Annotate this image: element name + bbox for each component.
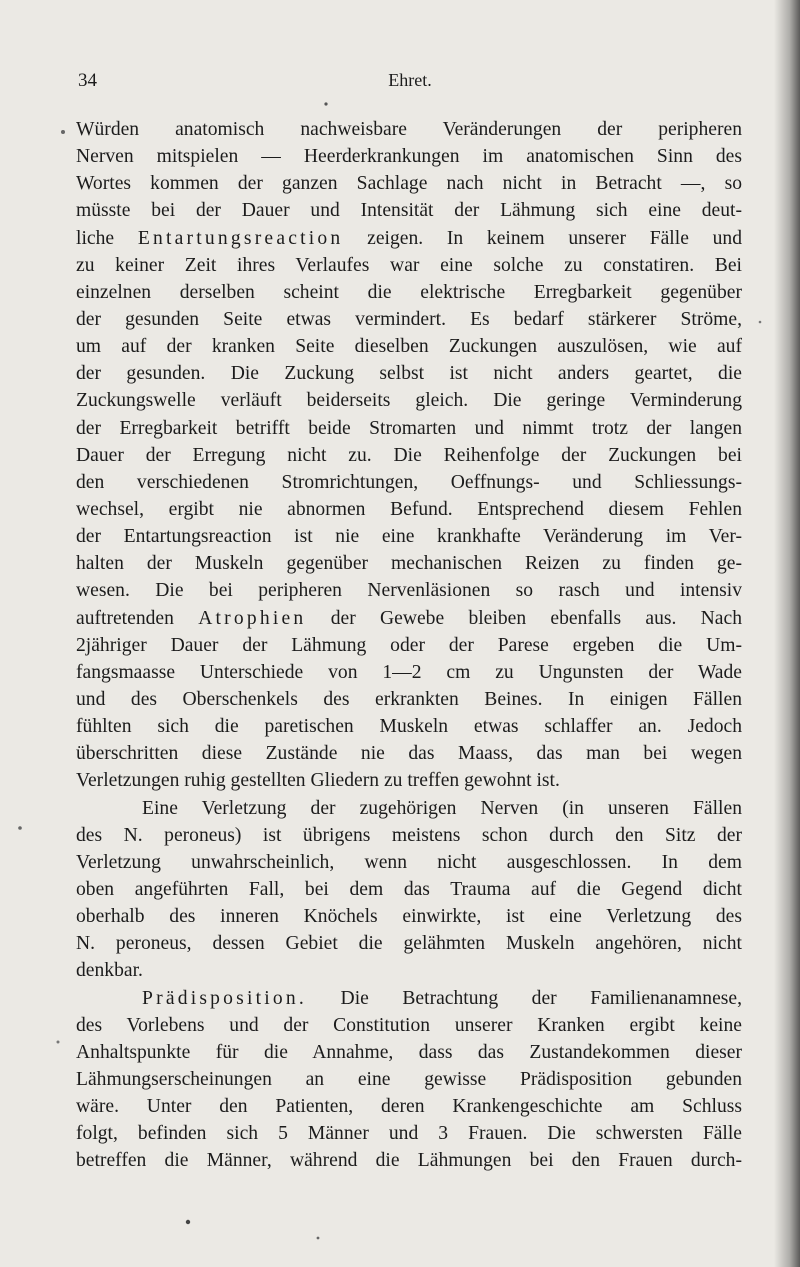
- speck: [57, 1041, 60, 1044]
- text-line: halten der Muskeln gegenüber mechanischen Reizen zu finden ge-: [76, 553, 742, 575]
- text-segment: zeigen. In keinem unserer Fälle und: [343, 227, 742, 249]
- text-line: des N. peroneus) ist übrigens meistens schon durch den Sitz der: [76, 824, 742, 846]
- text-line: oberhalb des inneren Knöchels einwirkte, ist eine Verletzung des: [76, 906, 742, 928]
- text-line: der gesunden. Die Zuckung selbst ist nicht anders geartet, die: [76, 363, 742, 385]
- text-line: Verletzung unwahrscheinlich, wenn nicht ausgeschlossen. In dem: [76, 851, 742, 873]
- spaced-emphasis: Entartungsreaction: [137, 227, 344, 249]
- spaced-emphasis: Atrophien: [198, 607, 307, 629]
- spaced-emphasis: Prädisposition.: [142, 987, 308, 1009]
- text-line: [76, 985, 742, 1012]
- text-line: wesen. Die bei peripheren Nervenläsionen so rasch und intensiv: [76, 580, 742, 602]
- text-line: fangsmaasse Unterschiede von 1—2 cm zu Ungunsten der Wade: [76, 661, 742, 683]
- speck: [186, 1220, 190, 1224]
- paragraph: [76, 795, 742, 985]
- text-line: folgt, befinden sich 5 Männer und 3 Frauen. Die schwersten Fälle: [76, 1123, 742, 1145]
- text-line: Nerven mitspielen — Heerderkrankungen im anatomischen Sinn des: [76, 146, 742, 168]
- text-line: überschritten diese Zustände nie das Maass, das man bei wegen: [76, 743, 742, 765]
- text-line: müsste bei der Dauer und Intensität der Lähmung sich eine deut-: [76, 200, 742, 222]
- text-line: und des Oberschenkels des erkrankten Beines. In einigen Fällen: [76, 688, 742, 710]
- text-line: Wortes kommen der ganzen Sachlage nach nicht in Betracht —, so: [76, 173, 742, 195]
- text-line: einzelnen derselben scheint die elektrische Erregbarkeit gegenüber: [76, 281, 742, 303]
- speck: [317, 1237, 320, 1240]
- text-line: Würden anatomisch nachweisbare Veränderungen der peripheren: [76, 119, 742, 140]
- text-line: Eine Verletzung der zugehörigen Nerven (in unseren Fällen: [142, 797, 742, 819]
- speck: [61, 130, 65, 134]
- paragraph: [76, 116, 742, 795]
- text-line: Verletzungen ruhig gestellten Gliedern zu treffen gewohnt ist.: [76, 770, 560, 792]
- text-line: oben angeführten Fall, bei dem das Trauma auf die Gegend dicht: [76, 878, 742, 900]
- speck: [18, 826, 22, 830]
- body-text: [76, 116, 742, 1174]
- speck: [759, 321, 762, 324]
- running-head: Ehret.: [388, 70, 432, 90]
- text-line: Dauer der Erregung nicht zu. Die Reihenfolge der Zuckungen bei: [76, 444, 742, 466]
- page-number: 34: [78, 70, 97, 91]
- paragraph: [76, 985, 742, 1175]
- text-line: Lähmungserscheinungen an eine gewisse Prädisposition gebunden: [76, 1068, 742, 1090]
- text-line: wechsel, ergibt nie abnormen Befund. Entsprechend diesem Fehlen: [76, 498, 742, 520]
- text-segment: der Gewebe bleiben ebenfalls aus. Nach: [306, 607, 742, 629]
- text-line: 2jähriger Dauer der Lähmung oder der Parese ergeben die Um-: [76, 634, 742, 656]
- text-line: zu keiner Zeit ihres Verlaufes war eine solche zu constatiren. Bei: [76, 254, 742, 276]
- text-line: [76, 225, 742, 252]
- text-line: den verschiedenen Stromrichtungen, Oeffnungs- und Schliessungs-: [76, 471, 742, 493]
- page-edge-shadow: [774, 0, 800, 1267]
- text-line: Zuckungswelle verläuft beiderseits gleich. Die geringe Verminderung: [76, 390, 742, 412]
- text-line: betreffen die Männer, während die Lähmungen bei den Frauen durch-: [76, 1150, 742, 1172]
- text-line: um auf der kranken Seite dieselben Zuckungen auszulösen, wie auf: [76, 336, 742, 358]
- text-line: N. peroneus, dessen Gebiet die gelähmten Muskeln angehören, nicht: [76, 933, 742, 955]
- text-line: denkbar.: [76, 960, 143, 982]
- text-line: der Erregbarkeit betrifft beide Stromarten und nimmt trotz der langen: [76, 417, 742, 439]
- text-line: der Entartungsreaction ist nie eine krankhafte Veränderung im Ver-: [76, 526, 742, 548]
- page-header: [78, 70, 742, 100]
- text-segment: auftretenden: [76, 607, 199, 629]
- text-line: Anhaltspunkte für die Annahme, dass das Zustandekommen dieser: [76, 1041, 742, 1063]
- text-segment: Die Betrachtung der Familienanamnese,: [307, 987, 742, 1009]
- text-segment: liche: [76, 227, 138, 249]
- text-line: des Vorlebens und der Constitution unserer Kranken ergibt keine: [76, 1014, 742, 1036]
- text-line: wäre. Unter den Patienten, deren Krankengeschichte am Schluss: [76, 1096, 742, 1118]
- text-line: fühlten sich die paretischen Muskeln etwas schlaffer an. Jedoch: [76, 716, 742, 738]
- text-line: [76, 605, 742, 632]
- text-line: der gesunden Seite etwas vermindert. Es bedarf stärkerer Ströme,: [76, 308, 742, 330]
- speck: [324, 102, 327, 105]
